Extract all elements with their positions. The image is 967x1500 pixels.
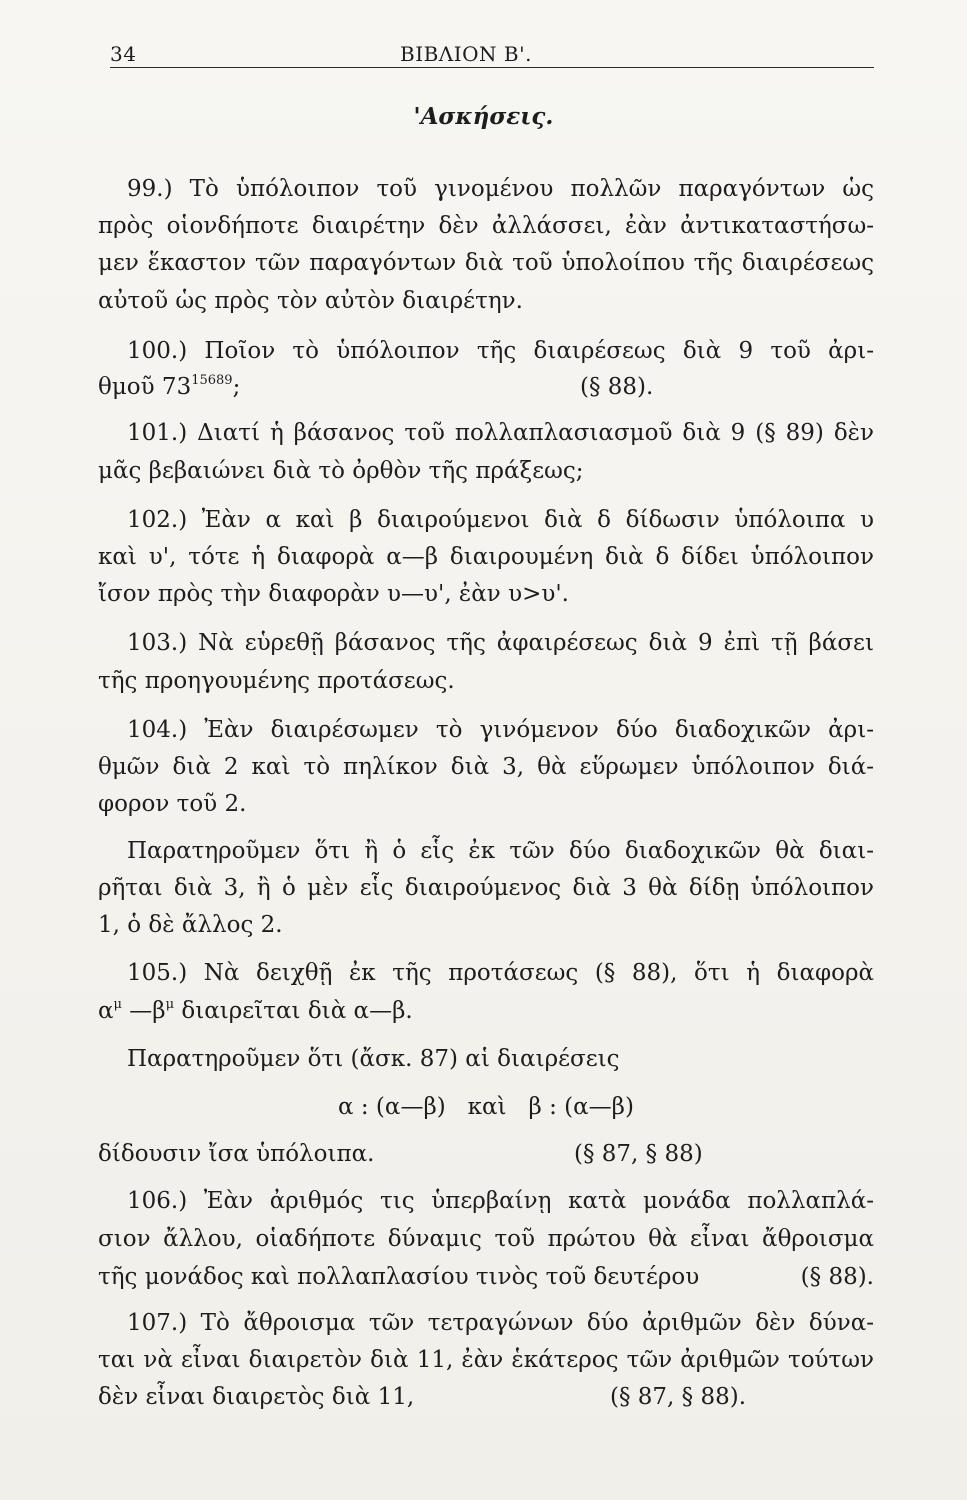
running-title: ΒΙΒΛΙΟΝ Β'. <box>400 42 532 66</box>
exercise-102-line-1: 102.) Ἐὰν α καὶ β διαιρούμενοι διὰ δ δίδωσιν ὑπόλοιπα υ <box>127 507 874 533</box>
exercise-107-line-3 <box>98 1382 874 1412</box>
exercise-104-note-line-3: 1, ὁ δὲ ἄλλος 2. <box>98 912 283 938</box>
exercise-105-tail: διαιρεῖται διὰ α—β. <box>174 998 413 1024</box>
exercise-99-line-3: μεν ἕκαστον τῶν παραγόντων διὰ τοῦ ὑπολοίπου τῆς διαιρέσεως <box>98 250 874 276</box>
exercise-105-note-line-1: Παρατηροῦμεν ὅτι (ἄσκ. 87) αἱ διαιρέσεις <box>127 1046 620 1072</box>
exercise-102-line-2: καὶ υ', τότε ἡ διαφορὰ α—β διαιρουμένη διὰ δ δίδει ὑπόλοιπον <box>98 544 874 570</box>
exercise-100-line-2 <box>98 372 874 402</box>
exercise-107-text: δὲν εἶναι διαιρετὸς διὰ 11, <box>98 1384 415 1410</box>
exercise-102-line-3: ἴσον πρὸς τὴν διαφορὰν υ—υ', ἐὰν υ>υ'. <box>98 581 569 607</box>
exercise-100-line-1: 100.) Ποῖον τὸ ὑπόλοιπον τῆς διαιρέσεως διὰ 9 τοῦ ἀρι- <box>127 338 874 364</box>
exercise-105-reference: (§ 87, § 88) <box>574 1141 703 1167</box>
header-rule <box>110 67 874 68</box>
exercise-105-line-1: 105.) Νὰ δειχθῇ ἐκ τῆς προτάσεως (§ 88), ὅτι ἡ διαφορὰ <box>127 960 874 986</box>
exercise-103-line-1: 103.) Νὰ εὑρεθῇ βάσανος τῆς ἀφαιρέσεως διὰ 9 ἐπὶ τῇ βάσει <box>127 630 874 656</box>
exercise-99-line-2: πρὸς οἱονδήποτε διαιρέτην δὲν ἀλλάσσει, ἐὰν ἀντικαταστήσω- <box>98 213 874 239</box>
exercise-104-line-3: φορον τοῦ 2. <box>98 791 247 817</box>
exercise-101-line-2: μᾶς βεβαιώνει διὰ τὸ ὀρθὸν τῆς πράξεως; <box>98 458 584 484</box>
page-header <box>110 42 874 70</box>
exercise-107-line-1: 107.) Τὸ ἄθροισμα τῶν τετραγώνων δύο ἀριθμῶν δὲν δύνα- <box>127 1310 874 1336</box>
exercise-104-line-1: 104.) Ἐὰν διαιρέσωμεν τὸ γινόμενον δύο διαδοχικῶν ἀρι- <box>127 717 874 743</box>
exercise-99-line-4: αὐτοῦ ὡς πρὸς τὸν αὐτὸν διαιρέτην. <box>98 288 523 314</box>
exercise-100-reference: (§ 88). <box>580 374 654 400</box>
exercise-105-alpha: α <box>98 998 114 1024</box>
exercise-106-line-3 <box>98 1262 874 1292</box>
exercise-105-line-2 <box>98 996 413 1026</box>
exercise-105-note-text: δίδουσιν ἴσα ὑπόλοιπα. <box>98 1141 375 1167</box>
exercise-101-line-1: 101.) Διατί ἡ βάσανος τοῦ πολλαπλασιασμοῦ διὰ 9 (§ 89) δὲν <box>127 420 874 446</box>
exercise-106-line-2: σιον ἄλλου, οἱαδήποτε δύναμις τοῦ πρώτου θὰ εἶναι ἄθροισμα <box>98 1226 874 1252</box>
exercise-105-note-line-3 <box>98 1139 874 1169</box>
section-title: 'Ασκήσεις. <box>413 103 554 130</box>
exercise-103-line-2: τῆς προηγουμένης προτάσεως. <box>98 668 455 694</box>
exercise-99-line-1: 99.) Τὸ ὑπόλοιπον τοῦ γινομένου πολλῶν παραγόντων ὡς <box>127 176 874 202</box>
exercise-105-formula: α : (α—β) καὶ β : (α—β) <box>338 1094 634 1120</box>
exercise-107-reference: (§ 87, § 88). <box>610 1384 747 1410</box>
page-number: 34 <box>110 42 137 66</box>
exercise-105-exponent-1: μ <box>113 997 122 1012</box>
exercise-104-note-line-1: Παρατηροῦμεν ὅτι ἢ ὁ εἷς ἐκ τῶν δύο διαδοχικῶν θὰ διαι- <box>127 838 874 864</box>
exercise-100-number-text: θμοῦ 73 <box>98 374 192 400</box>
exercise-100-question-mark: ; <box>232 374 241 400</box>
exercise-106-line-1: 106.) Ἐὰν ἀριθμός τις ὑπερβαίνῃ κατὰ μονάδα πολλαπλά- <box>127 1188 874 1214</box>
exercise-100-superscript: 15689 <box>191 373 233 388</box>
exercise-104-note-line-2: ρῆται διὰ 3, ἢ ὁ μὲν εἷς διαιρούμενος διὰ 3 θὰ δίδῃ ὑπόλοιπον <box>98 875 874 901</box>
exercise-105-minus-beta: —β <box>122 998 166 1024</box>
exercise-107-line-2: ται νὰ εἶναι διαιρετὸν διὰ 11, ἐὰν ἑκάτερος τῶν ἀριθμῶν τούτων <box>98 1347 874 1373</box>
exercise-106-reference: (§ 88). <box>800 1264 874 1290</box>
exercise-104-line-2: θμῶν διὰ 2 καὶ τὸ πηλίκον διὰ 3, θὰ εὕρωμεν ὑπόλοιπον διά- <box>98 754 874 780</box>
exercise-106-text: τῆς μονάδος καὶ πολλαπλασίου τινὸς τοῦ δευτέρου <box>98 1264 700 1290</box>
exercise-105-exponent-2: μ <box>165 997 175 1012</box>
